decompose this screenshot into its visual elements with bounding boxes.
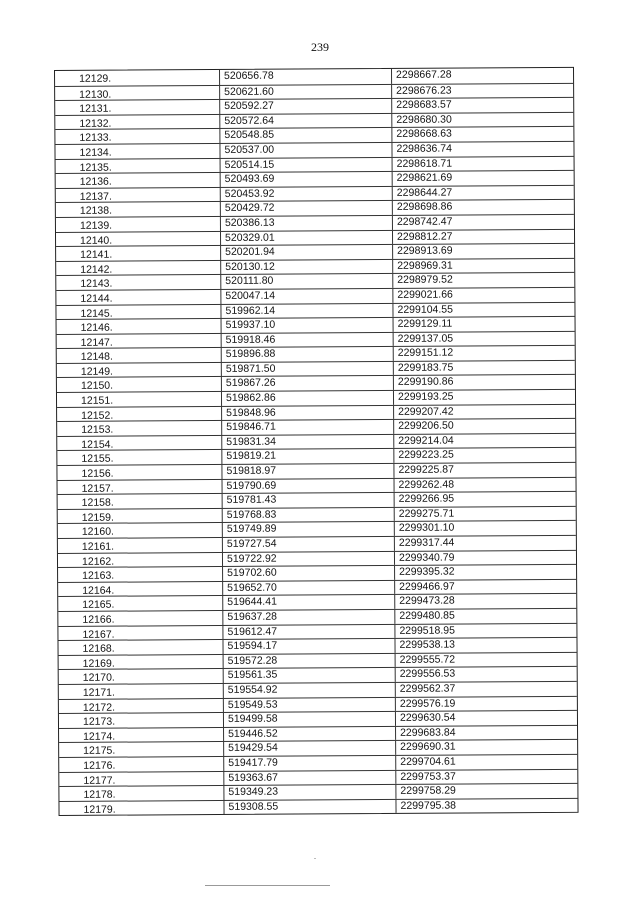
point-number-cell: 12161. bbox=[58, 538, 223, 553]
easting-cell: 520047.14 bbox=[221, 289, 393, 304]
easting-cell: 519871.50 bbox=[222, 362, 394, 377]
easting-cell: 519819.21 bbox=[222, 449, 394, 464]
northing-cell: 2299183.75 bbox=[397, 361, 454, 374]
easting-cell: 519918.46 bbox=[222, 333, 394, 348]
easting-cell: 519846.71 bbox=[222, 420, 394, 435]
easting-cell: 519612.47 bbox=[223, 624, 395, 639]
easting-cell: 520548.85 bbox=[220, 128, 392, 143]
northing-cell: 2298636.74 bbox=[396, 142, 453, 155]
northing-cell: 2299190.86 bbox=[397, 376, 454, 389]
point-number-cell: 12150. bbox=[57, 377, 222, 392]
northing-cell: 2299193.25 bbox=[397, 390, 454, 403]
easting-cell: 519554.92 bbox=[224, 683, 396, 698]
northing-cell: 2298979.52 bbox=[397, 273, 453, 287]
easting-cell: 519363.67 bbox=[224, 770, 396, 785]
point-number-cell: 12144. bbox=[56, 290, 221, 305]
point-number-cell: 12148. bbox=[57, 348, 222, 363]
easting-cell: 519867.26 bbox=[222, 376, 394, 391]
northing-cell: 2299562.37 bbox=[399, 682, 456, 695]
easting-cell: 519896.88 bbox=[222, 347, 394, 362]
northing-cell: 2299340.79 bbox=[398, 551, 455, 564]
point-number-cell: 12158. bbox=[58, 494, 223, 509]
point-number-cell: 12160. bbox=[58, 523, 223, 538]
northing-cell: 2299683.84 bbox=[400, 726, 456, 739]
point-number-cell: 12143. bbox=[56, 275, 221, 290]
point-number-cell: 12172. bbox=[59, 699, 224, 714]
northing-cell: 2298667.28 bbox=[395, 68, 452, 81]
northing-cell: 2299473.28 bbox=[399, 594, 455, 608]
easting-cell: 519499.58 bbox=[224, 712, 396, 727]
northing-cell: 2298618.71 bbox=[396, 157, 453, 170]
northing-cell: 2299576.19 bbox=[399, 697, 456, 710]
point-number-cell: 12166. bbox=[58, 611, 223, 626]
easting-cell: 519549.53 bbox=[224, 697, 396, 712]
page-number: 239 bbox=[311, 40, 329, 54]
point-number-cell: 12170. bbox=[59, 669, 224, 684]
point-number-cell: 12157. bbox=[58, 480, 223, 495]
point-number-cell: 12168. bbox=[58, 640, 223, 655]
easting-cell: 519749.89 bbox=[223, 522, 395, 537]
point-number-cell: 12134. bbox=[55, 144, 220, 159]
easting-cell: 520572.64 bbox=[220, 114, 392, 129]
point-number-cell: 12138. bbox=[56, 202, 221, 217]
northing-cell: 2299480.85 bbox=[399, 609, 455, 622]
point-number-cell: 12141. bbox=[56, 246, 221, 261]
easting-cell: 519781.43 bbox=[223, 493, 395, 508]
point-number-cell: 12153. bbox=[57, 421, 222, 436]
northing-cell: 2299206.50 bbox=[398, 419, 454, 433]
point-number-cell: 12165. bbox=[58, 596, 223, 611]
easting-cell: 519637.28 bbox=[223, 610, 395, 625]
easting-cell: 519561.35 bbox=[224, 668, 396, 683]
northing-cell: 2299104.55 bbox=[397, 303, 453, 316]
point-number-cell: 12130. bbox=[55, 86, 220, 101]
easting-cell: 519308.55 bbox=[224, 800, 396, 815]
easting-cell: 519702.60 bbox=[223, 566, 395, 581]
point-number-cell: 12147. bbox=[57, 334, 222, 349]
point-number-cell: 12142. bbox=[56, 261, 221, 276]
easting-cell: 520429.72 bbox=[221, 201, 393, 216]
northing-cell: 2298676.23 bbox=[396, 84, 452, 97]
easting-cell: 519594.17 bbox=[223, 639, 395, 654]
point-number-cell: 12137. bbox=[56, 188, 221, 203]
northing-cell: 2298680.30 bbox=[396, 113, 452, 126]
easting-cell: 519937.10 bbox=[222, 318, 394, 333]
easting-cell: 520493.69 bbox=[221, 172, 393, 187]
point-number-cell: 12139. bbox=[56, 217, 221, 232]
easting-cell: 520537.00 bbox=[220, 143, 392, 158]
easting-cell: 520130.12 bbox=[221, 260, 393, 275]
point-number-cell: 12171. bbox=[59, 684, 224, 699]
point-number-cell: 12173. bbox=[59, 713, 224, 728]
easting-cell: 520386.13 bbox=[221, 216, 393, 231]
northing-cell: 2299129.11 bbox=[397, 317, 453, 330]
easting-cell: 520329.01 bbox=[221, 230, 393, 245]
point-number-cell: 12175. bbox=[59, 742, 224, 757]
point-number-cell: 12129. bbox=[55, 70, 220, 86]
point-number-cell: 12135. bbox=[56, 159, 221, 174]
northing-cell: 2298698.86 bbox=[396, 200, 453, 214]
easting-cell: 519644.41 bbox=[223, 595, 395, 610]
easting-cell: 519417.79 bbox=[224, 756, 396, 771]
northing-cell: 2299395.32 bbox=[399, 565, 455, 579]
easting-cell: 520621.60 bbox=[220, 85, 392, 100]
point-number-cell: 12176. bbox=[59, 757, 224, 772]
point-number-cell: 12154. bbox=[57, 436, 222, 451]
northing-cell: 2299317.44 bbox=[398, 536, 455, 549]
scan-speck bbox=[314, 858, 316, 859]
point-number-cell: 12177. bbox=[59, 771, 224, 786]
northing-cell: 2299555.72 bbox=[399, 653, 456, 666]
northing-cell: 2299758.29 bbox=[400, 784, 456, 797]
northing-cell: 2298668.63 bbox=[396, 127, 452, 141]
northing-cell: 2299151.12 bbox=[397, 346, 454, 360]
point-number-cell: 12178. bbox=[59, 786, 224, 801]
point-number-cell: 12131. bbox=[55, 100, 220, 115]
northing-cell: 2299301.10 bbox=[398, 521, 455, 535]
northing-cell: 2299690.31 bbox=[400, 740, 456, 754]
point-number-cell: 12132. bbox=[55, 115, 220, 130]
northing-cell: 2299225.87 bbox=[398, 463, 454, 476]
point-number-cell: 12136. bbox=[56, 173, 221, 188]
easting-cell: 519768.83 bbox=[223, 508, 395, 523]
easting-cell: 519429.54 bbox=[224, 741, 396, 756]
northing-cell: 2299753.37 bbox=[400, 770, 456, 783]
point-number-cell: 12133. bbox=[55, 129, 220, 144]
northing-cell: 2299704.61 bbox=[400, 755, 456, 768]
point-number-cell: 12152. bbox=[57, 407, 222, 422]
northing-cell: 2299538.13 bbox=[399, 638, 456, 652]
easting-cell: 520201.94 bbox=[221, 245, 393, 260]
easting-cell: 519652.70 bbox=[223, 581, 395, 596]
northing-cell: 2299021.66 bbox=[397, 288, 453, 301]
northing-cell: 2299556.53 bbox=[399, 667, 456, 681]
point-number-cell: 12156. bbox=[57, 465, 222, 480]
point-number-cell: 12151. bbox=[57, 392, 222, 407]
footer-rule bbox=[205, 885, 330, 886]
northing-cell: 2298913.69 bbox=[397, 244, 453, 258]
northing-cell: 2299262.48 bbox=[398, 478, 455, 491]
point-number-cell: 12159. bbox=[58, 509, 223, 524]
northing-cell: 2298969.31 bbox=[397, 259, 453, 272]
easting-cell: 519962.14 bbox=[221, 303, 393, 318]
coordinates-table bbox=[54, 67, 579, 816]
easting-cell: 519862.86 bbox=[222, 391, 394, 406]
easting-cell: 519831.34 bbox=[222, 435, 394, 450]
easting-cell: 519790.69 bbox=[223, 479, 395, 494]
northing-cell: 2298742.47 bbox=[396, 215, 453, 228]
easting-cell: 519572.28 bbox=[224, 654, 396, 669]
easting-cell: 520514.15 bbox=[221, 157, 393, 172]
northing-cell: 2299266.95 bbox=[398, 492, 455, 506]
easting-cell: 520111.80 bbox=[221, 274, 393, 289]
easting-cell: 520453.92 bbox=[221, 187, 393, 202]
northing-cell: 2298683.57 bbox=[396, 98, 452, 112]
northing-cell: 2299207.42 bbox=[398, 405, 454, 418]
point-number-cell: 12149. bbox=[57, 363, 222, 378]
point-number-cell: 12163. bbox=[58, 567, 223, 582]
northing-cell: 2298812.27 bbox=[396, 230, 453, 243]
point-number-cell: 12140. bbox=[56, 232, 221, 247]
northing-cell: 2299137.05 bbox=[397, 332, 454, 345]
northing-cell: 2299275.71 bbox=[398, 507, 455, 520]
easting-cell: 520656.78 bbox=[220, 69, 392, 85]
point-number-cell: 12164. bbox=[58, 582, 223, 597]
point-number-cell: 12167. bbox=[58, 626, 223, 641]
northing-cell: 2299518.95 bbox=[399, 624, 455, 637]
easting-cell: 519446.52 bbox=[224, 727, 396, 742]
northing-cell: 2299223.25 bbox=[398, 449, 454, 462]
point-number-cell: 12146. bbox=[57, 319, 222, 334]
point-number-cell: 12155. bbox=[57, 450, 222, 465]
northing-cell: 2299795.38 bbox=[400, 799, 457, 812]
point-number-cell: 12145. bbox=[56, 304, 221, 319]
northing-cell: 2299214.04 bbox=[398, 434, 454, 447]
point-number-cell: 12179. bbox=[59, 801, 224, 816]
easting-cell: 519727.54 bbox=[223, 537, 395, 552]
easting-cell: 519722.92 bbox=[223, 552, 395, 567]
northing-cell: 2298644.27 bbox=[396, 186, 453, 199]
point-number-cell: 12174. bbox=[59, 728, 224, 743]
easting-cell: 520592.27 bbox=[220, 99, 392, 114]
northing-cell: 2299630.54 bbox=[399, 711, 456, 725]
point-number-cell: 12169. bbox=[59, 655, 224, 670]
easting-cell: 519818.97 bbox=[222, 464, 394, 479]
point-number-cell: 12162. bbox=[58, 553, 223, 568]
northing-cell: 2299466.97 bbox=[399, 580, 455, 593]
easting-cell: 519848.96 bbox=[222, 406, 394, 421]
northing-cell: 2298621.69 bbox=[396, 171, 453, 185]
easting-cell: 519349.23 bbox=[224, 785, 396, 800]
